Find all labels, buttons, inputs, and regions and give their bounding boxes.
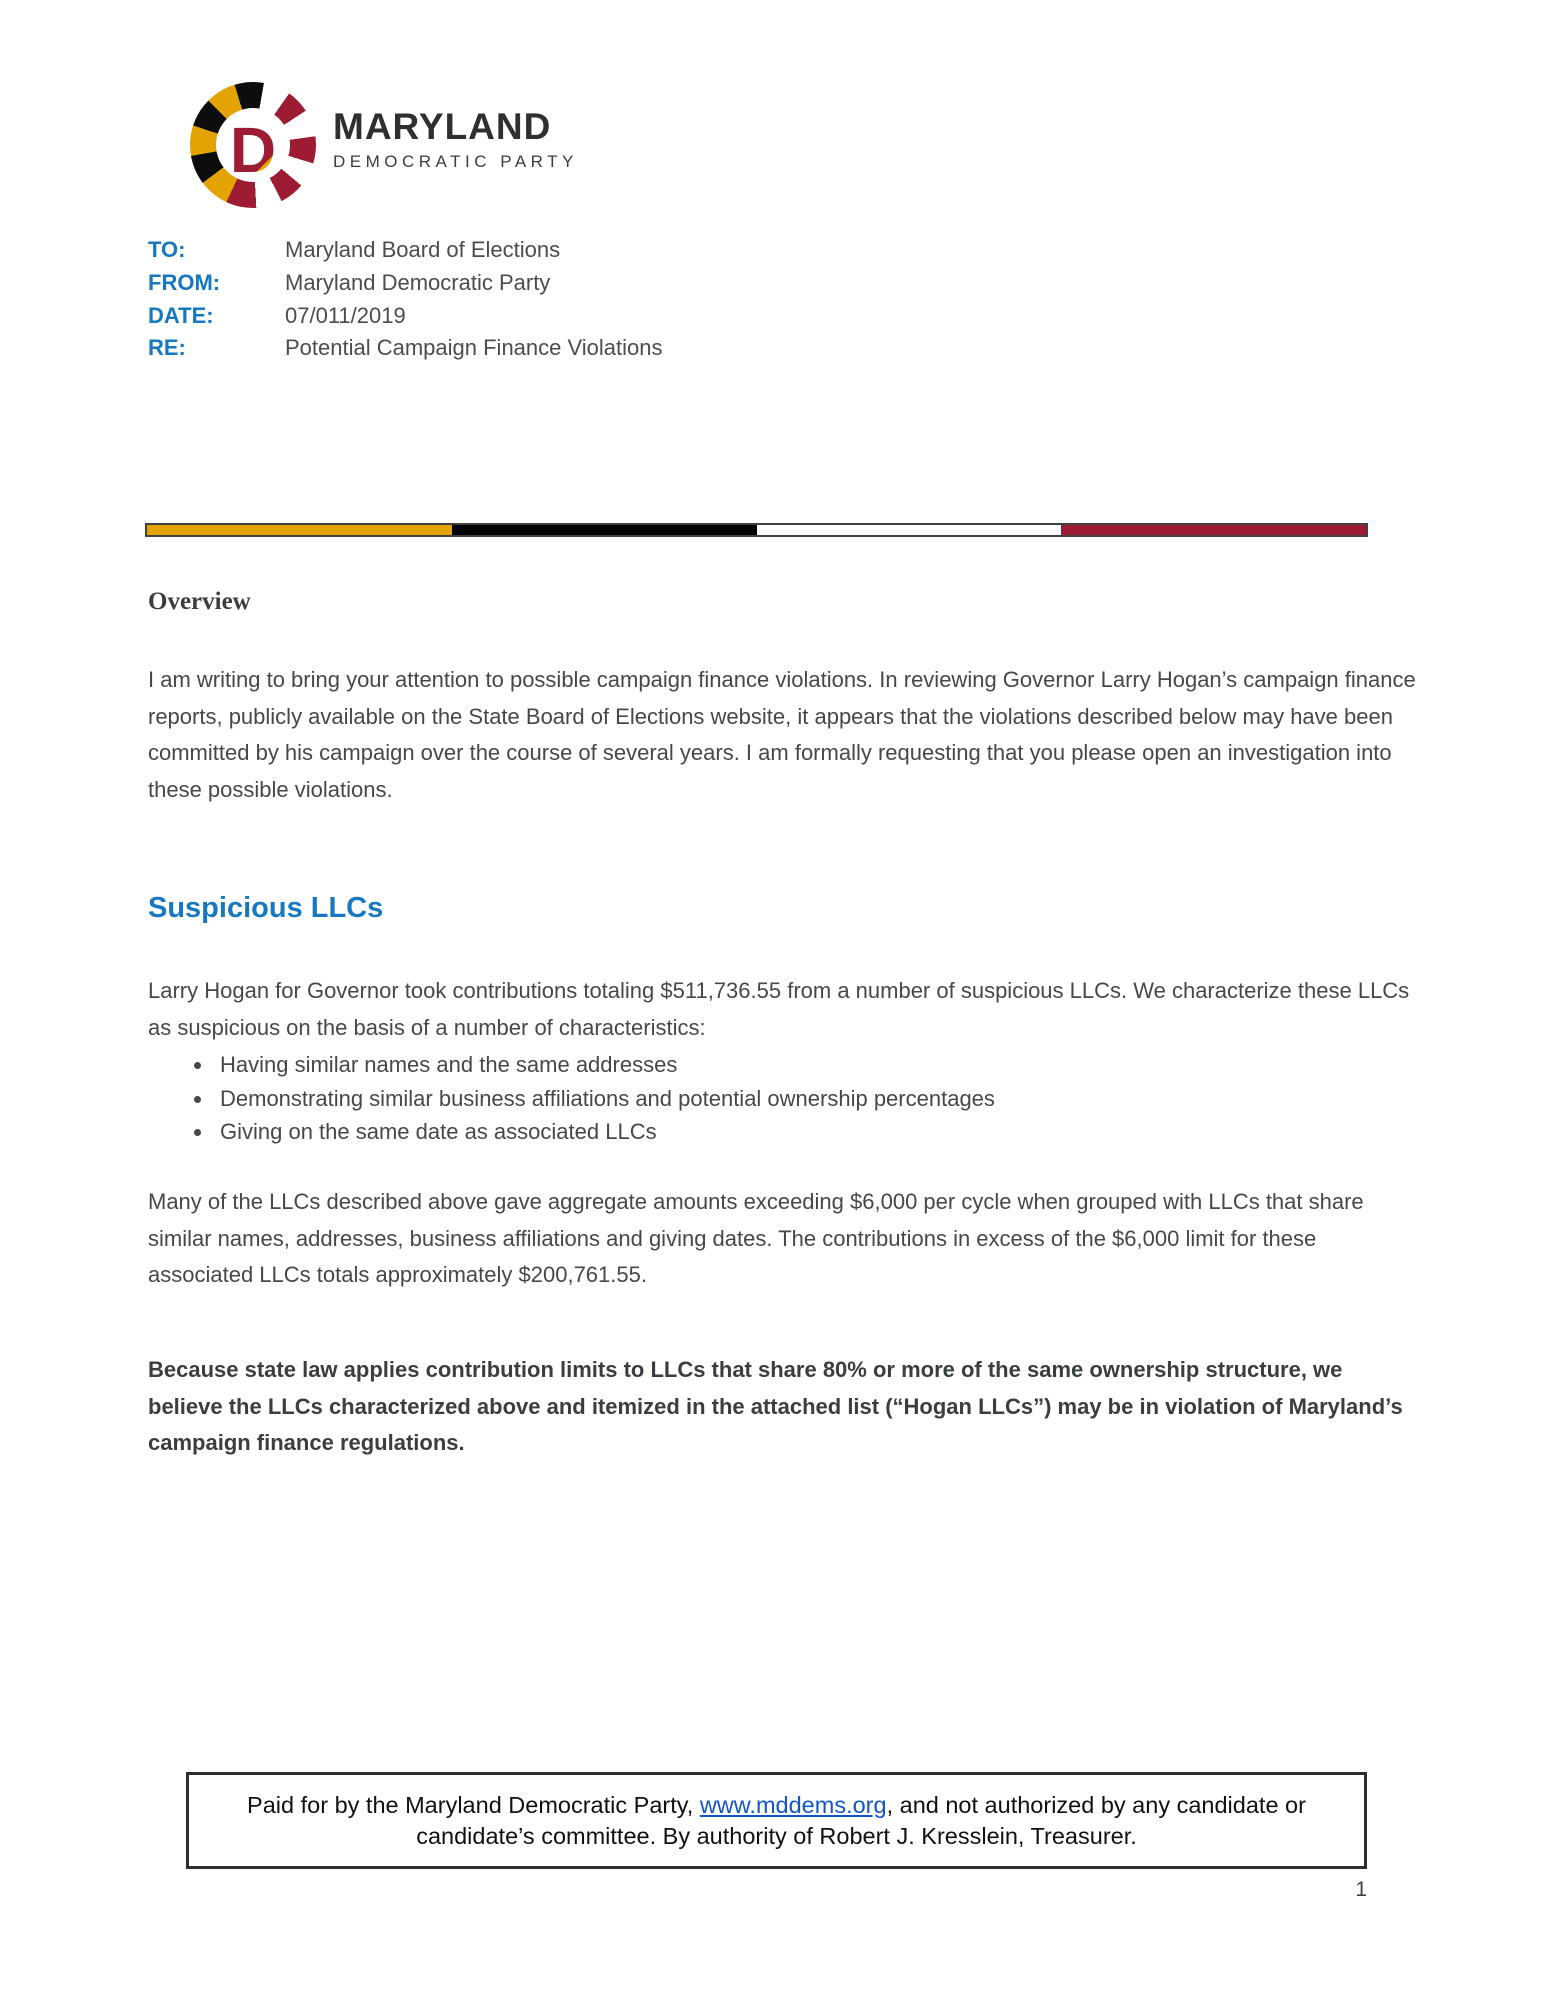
party-logo-icon <box>190 82 316 208</box>
memo-header <box>148 234 663 365</box>
aggregate-amounts-paragraph: Many of the LLCs described above gave aggregate amounts exceeding $6,000 per cycle when grouped with LLCs that share similar names, addresses, business affiliations and giving dates. The contributions in excess of the $6,000 limit for these associated LLCs totals approximately $200,761.55. <box>148 1189 1364 1287</box>
overview-heading: Overview <box>148 588 251 615</box>
logo-text <box>333 82 578 170</box>
memo-value-to: Maryland Board of Elections <box>285 237 561 262</box>
legal-conclusion-paragraph: Because state law applies contribution limits to LLCs that share 80% or more of the same ownership structure, we believe the LLCs characterized above and itemized in the attached list (“Hogan LLCs”) may be in violation of Maryland’s campaign finance regulations. <box>148 1357 1403 1455</box>
divider-segment-black <box>452 525 757 535</box>
mddems-link[interactable]: www.mddems.org <box>699 1791 887 1818</box>
memo-label-date: DATE: <box>148 302 214 328</box>
logo-subtitle: DEMOCRATIC PARTY <box>333 152 578 171</box>
list-item-similar-names: • Having similar names and the same addresses <box>214 1048 1428 1082</box>
memo-value-re: Potential Campaign Finance Violations <box>285 335 663 361</box>
divider-segment-gold <box>147 525 452 535</box>
memo-row-to <box>148 234 663 267</box>
memo-label-re: RE: <box>148 335 186 361</box>
memo-value-from: Maryland Democratic Party <box>285 269 551 295</box>
list-item-same-date: • Giving on the same date as associated LLCs <box>214 1115 1428 1149</box>
divider-segment-crimson <box>1061 525 1366 535</box>
memo-row-from <box>148 267 663 300</box>
suspicious-llcs-intro: Larry Hogan for Governor took contributions totaling $511,736.55 from a number of suspicious LLCs. We characterize these LLCs as suspicious on the basis of a number of characteristics: <box>148 978 1410 1040</box>
memo-value-date: 07/011/2019 <box>285 302 406 328</box>
memo-row-re <box>148 332 663 365</box>
disclaimer-text <box>189 1790 1364 1852</box>
overview-paragraph: I am writing to bring your attention to possible campaign finance violations. In reviewing Governor Larry Hogan’s campaign finance reports, publicly available on the State Board of Elections website, it appears that the violations described below may have been committed by his campaign over the course of several years. I am formally requesting that you please open an investigation into these possible violations. <box>148 667 1416 802</box>
logo-wordmark: MARYLAND <box>333 106 552 147</box>
md-democratic-party-logo <box>190 82 578 208</box>
llc-characteristics-list <box>148 1048 1428 1149</box>
flag-divider <box>145 523 1368 537</box>
divider-segment-white <box>757 525 1062 535</box>
list-item-business-affiliations: • Demonstrating similar business affiliations and potential ownership percentages <box>214 1082 1428 1116</box>
disclaimer-text-after-link: , and not authorized by any candidate or candidate’s committee. By authority of Robert J. Kresslein, Treasurer. <box>416 1791 1306 1849</box>
logo-d-monogram: D <box>190 82 316 208</box>
suspicious-llcs-heading: Suspicious LLCs <box>148 892 384 924</box>
disclaimer-text-before-link: Paid for by the Maryland Democratic Party, <box>247 1791 700 1818</box>
disclaimer-box <box>186 1772 1367 1869</box>
memo-row-date <box>148 300 663 333</box>
memo-label-from: FROM: <box>148 269 221 295</box>
page-number: 1 <box>1355 1878 1367 1901</box>
memo-label-to: TO: <box>148 237 186 262</box>
